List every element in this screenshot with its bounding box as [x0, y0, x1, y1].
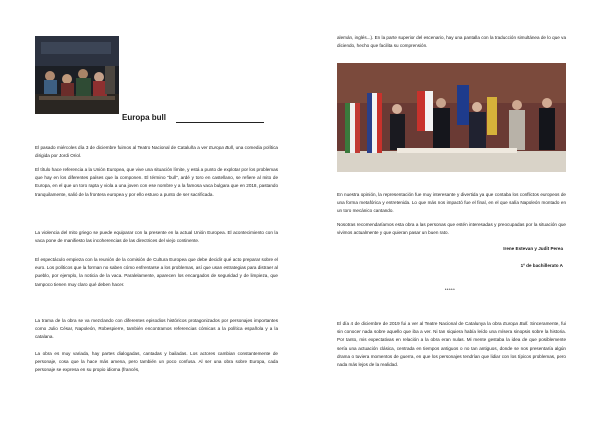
article-authors: Irene Estevan y Judit Perea — [503, 246, 563, 251]
award-ceremony-photo-image — [337, 63, 566, 172]
stage-photo-actors — [35, 36, 119, 114]
right-page — [300, 0, 600, 424]
stage-photo-actors-image — [35, 36, 119, 114]
section-divider: ***** — [444, 287, 456, 292]
paragraph-variety: La obra es muy variada, hay partes dialogadas, cantadas y bailadas. Los actores cambian constantemente de personaje, cosa que la hace más amena, pero también un poco confusa. Al ser una obra sobre Europa, cada personaje se expresa en su propio idioma (francés, — [35, 351, 278, 373]
paragraph-second-review: El día 4 de diciembre de 2019 fui a ver al Teatre Nacional de Catalunya la obra Europa Bull. Sinceramente, fui sin conocer nada sobre aquello que iba a ver. Ni tan siquiera había leído una mísera sinopsis sobre la historia. Por tanto, mis expectativas en relación a la obra eran nulas. Mi mente gestaba la idea de que posiblemente sería una actuación clásica, centrada en tiempos antiguos o no tan antiguos, donde se nos presentaría algún drama o tuviera momentos de guerra, en que los personajes tendrían que lidiar con los típicos problemas, pero nada más lejos de la realidad. — [337, 321, 567, 368]
paragraph-plot-start: El espectáculo empieza con la reunión de la comisión de Cultura Europea que debe decidir qué acto preparar sobre el euro. Los políticos que la forman no saben cómo enfrentarse a los problemas, así que usan estrategias para distraer al pueblo, por ejemplo, la noticia de la vaca. Paralelamente, aparecen los encargados de seguridad y de limpieza, que tampoco tienen muy claro qué deben hacer. — [35, 257, 278, 287]
paragraph-recommendation: Nosotras recomendaríamos esta obra a las personas que estén interesadas y preocupadas por la situación que vivimos actualmente y que quieran pasar un buen rato. — [337, 222, 566, 236]
title-underline — [176, 122, 264, 123]
award-ceremony-photo — [337, 63, 566, 172]
article-course: 1º de bachillerato A — [520, 263, 563, 268]
paragraph-title-meaning: El título hace referencia a la Unión Europea, que vive una situación límite, y está a punto de explotar por los problemas que hay en los diferentes países que la componen. El término "bull", ardé y toro en castellano, se refiere al mito de Europa, en el que un toro rapta y viola a una joven con ese nombre y a la famosa vaca bulgara que en 2018, pastando tranquilamente, salió de la frontera europea y por ello estuvo a punto de ser sacrificada. — [35, 167, 278, 197]
paragraph-myth-violence: La violencia del mito griego se puede equiparar con la presente en la actual Unión Europea. El acontecimiento con la vaca pone de manifiesto las incoherencias de las directrices del viejo continente. — [35, 230, 278, 244]
article-title: Europa bull — [122, 113, 166, 122]
paragraph-opinion: En nuestra opinión, la representación fue muy interesante y divertida ya que contaba los conflictos europeos de una forma metafórica y entretenida. Lo que más nos impactó fue el final, en el que salía Napoleón montado en un toro mecánico cantando. — [337, 192, 566, 214]
paragraph-continuation: alemán, inglés...). En la parte superior del escenario, hay una pantalla con la traducción simultánea de lo que va diciendo, hecho que facilita su comprensión. — [337, 35, 566, 49]
paragraph-history: La trama de la obra se va mezclando con diferentes episodios históricos protagonizados por personajes importantes como Julio César, Napoleón, Robespierre, también encontramos referencias cómicas a la política española y a la catalana. — [35, 318, 278, 340]
paragraph-intro: El pasado miércoles día 3 de diciembre fuimos al Teatro Nacional de Cataluña a ver Europa Bull, una comedia política dirigida por Jordi Oriol. — [35, 145, 278, 159]
